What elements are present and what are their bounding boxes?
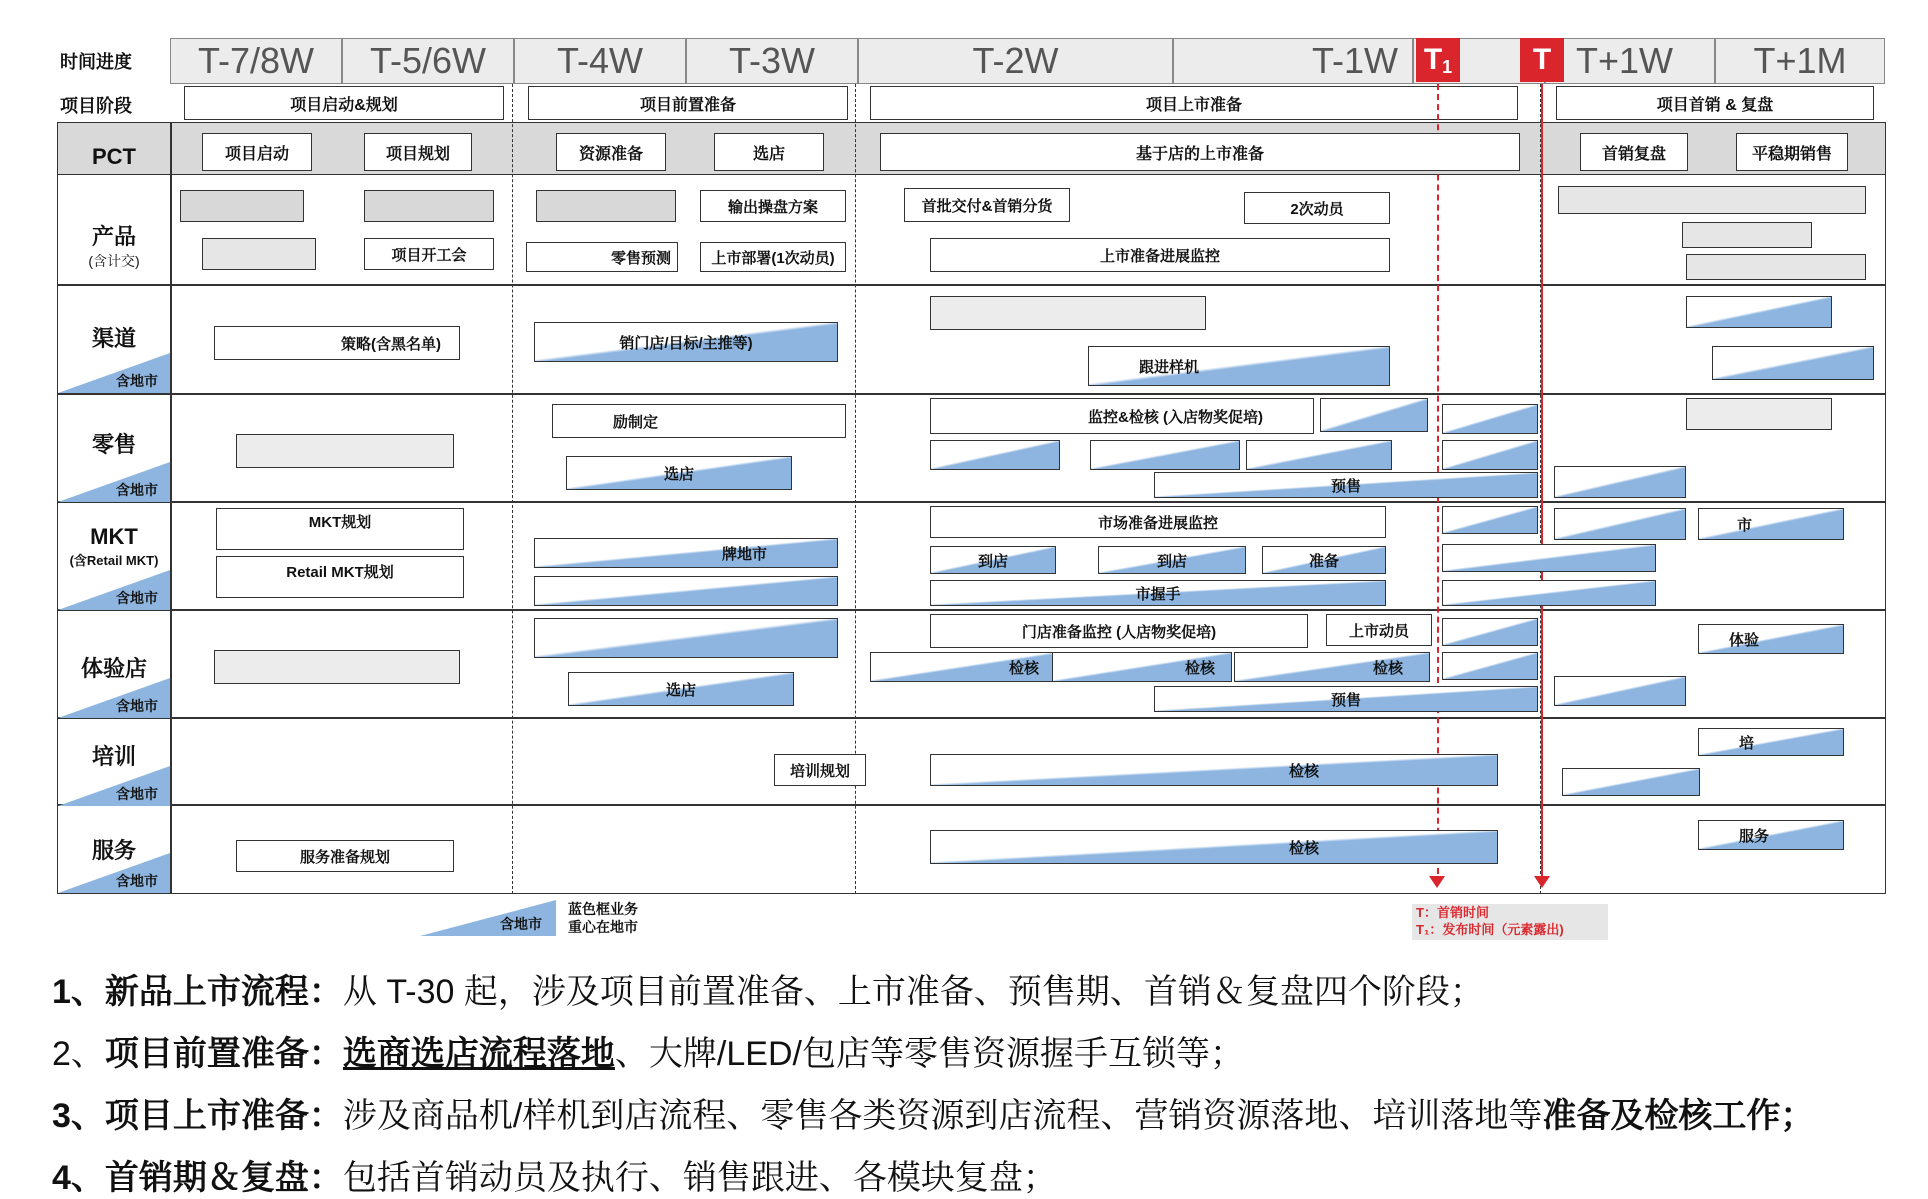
training-task-blurred-1	[1562, 768, 1700, 796]
training-task-check: 检核	[930, 754, 1498, 786]
legend-blue-box-note: 蓝色框业务 重心在地市	[568, 901, 638, 935]
time-col-t1w: T-1W	[1173, 38, 1413, 84]
retail-task-blurred-5	[1090, 440, 1240, 470]
retail-local-tag: 含地市	[58, 462, 170, 502]
legend-local-tag: 含地市	[420, 900, 556, 936]
retail-task-blurred-9	[1686, 398, 1832, 430]
training-task-train: 培	[1698, 728, 1844, 756]
phase-first-sale: 项目首销 & 复盘	[1556, 86, 1874, 120]
retail-task-monitor: 监控&检核 (入店物奖促培)	[930, 398, 1314, 434]
training-local-tag: 含地市	[58, 766, 170, 806]
channel-task-blurred-1	[930, 296, 1206, 330]
store-task-presale: 预售	[1154, 686, 1538, 712]
product-task-blurred-5	[1682, 222, 1812, 248]
note-3: 3、项目上市准备：涉及商品机/样机到店流程、零售各类资源到店流程、营销资源落地、培训落地等准备及检核工作；	[52, 1097, 1815, 1135]
store-task-experience: 体验	[1698, 624, 1844, 654]
row-store-label: 体验店	[80, 656, 147, 681]
mkt-task-to-store-1: 到店	[930, 546, 1056, 574]
pct-task-steady-sales: 平稳期销售	[1736, 133, 1848, 171]
mkt-task-brand-local: 牌地市	[534, 538, 838, 568]
store-task-blurred-5	[1554, 676, 1686, 706]
channel-task-follow-samples: 跟进样机	[1088, 346, 1390, 386]
row-training-label: 培训	[91, 744, 136, 769]
product-task-blurred-3	[202, 238, 316, 270]
retail-task-incentive: 励制定	[552, 404, 846, 438]
store-task-check-2: 检核	[1052, 652, 1232, 682]
store-task-blurred-1	[214, 650, 460, 684]
time-col-t4w: T-4W	[514, 38, 686, 84]
store-task-blurred-3	[1442, 618, 1538, 646]
time-col-t3w: T-3W	[686, 38, 858, 84]
store-task-check-3: 检核	[1234, 652, 1430, 682]
training-task-plan: 培训规划	[774, 754, 866, 786]
service-task-plan: 服务准备规划	[236, 840, 454, 872]
t-marker: T	[1520, 38, 1564, 82]
mkt-task-blurred-2	[1442, 506, 1538, 534]
service-local-tag: 含地市	[58, 853, 170, 893]
phase-pre-prep: 项目前置准备	[528, 86, 848, 120]
product-task-blurred-1	[180, 190, 304, 222]
product-task-retail-forecast: 零售预测	[526, 242, 678, 272]
store-task-check-1: 检核	[870, 652, 1056, 682]
channel-task-store-targets: 销门店/目标/主推等)	[534, 322, 838, 362]
phase-kickoff: 项目启动&规划	[184, 86, 504, 120]
time-col-t78w: T-7/8W	[170, 38, 342, 84]
service-task-check: 检核	[930, 830, 1498, 864]
mkt-task-prep: 准备	[1262, 546, 1386, 574]
time-col-tp1w: T+1W	[1545, 38, 1715, 84]
time-col-t2w: T-2W	[858, 38, 1173, 84]
service-task-service: 服务	[1698, 820, 1844, 850]
retail-task-presale: 预售	[1154, 472, 1538, 498]
channel-local-tag: 含地市	[58, 353, 170, 393]
store-local-tag: 含地市	[58, 678, 170, 718]
retail-task-store-selection: 选店	[566, 456, 792, 490]
channel-task-blurred-2	[1686, 296, 1832, 328]
pct-task-store-selection: 选店	[714, 133, 824, 171]
row-retail-label: 零售	[91, 432, 136, 457]
pct-task-first-sale-review: 首销复盘	[1580, 133, 1688, 171]
store-task-blurred-2	[534, 618, 838, 658]
mkt-task-market-handshake: 市握手	[930, 580, 1386, 606]
product-task-blurred-pos	[1558, 186, 1866, 214]
phase-launch-prep: 项目上市准备	[870, 86, 1518, 120]
mkt-task-market-monitor: 市场准备进展监控	[930, 506, 1386, 538]
product-task-kickoff-meeting: 项目开工会	[364, 238, 494, 270]
t-line	[1541, 84, 1543, 884]
mkt-task-market: 市	[1698, 508, 1844, 540]
row-service-label: 服务	[91, 838, 136, 863]
t1-marker: T 1	[1416, 38, 1460, 82]
note-1: 1、新品上市流程：从 T-30 起，涉及项目前置准备、上市准备、预售期、首销＆复盘四个阶段；	[52, 973, 1484, 1011]
mkt-local-tag: 含地市	[58, 570, 170, 610]
retail-task-blurred-8	[1554, 466, 1686, 498]
mkt-task-blurred-5	[1554, 508, 1686, 540]
product-task-launch-deploy: 上市部署(1次动员)	[700, 242, 846, 272]
pct-label: PCT	[92, 144, 136, 169]
channel-task-strategy: 策略(含黑名单)	[214, 326, 460, 360]
store-task-store-prep-monitor: 门店准备监控 (人店物奖促培)	[930, 614, 1308, 648]
mkt-task-blurred-4	[1442, 580, 1656, 606]
note-4: 4、首销期＆复盘：包括首销动员及执行、销售跟进、各模块复盘；	[52, 1159, 1057, 1197]
retail-task-blurred-3	[1442, 404, 1538, 434]
legend-t-note: T：首销时间 T₁：发布时间（元素露出)	[1412, 904, 1608, 940]
product-task-second-mobilization: 2次动员	[1244, 192, 1390, 224]
row-mkt-label: MKT (含Retail MKT)	[69, 524, 159, 568]
product-task-operation-plan: 输出操盘方案	[700, 190, 846, 222]
retail-task-blurred-1	[236, 434, 454, 468]
row-channel-label: 渠道	[91, 326, 136, 351]
channel-task-blurred-3	[1712, 346, 1874, 380]
product-task-blurred-2	[364, 190, 494, 222]
retail-task-blurred-2	[1320, 398, 1428, 432]
mkt-task-blurred-1	[534, 576, 838, 606]
pct-task-planning: 项目规划	[364, 133, 472, 171]
time-col-tp1m: T+1M	[1715, 38, 1885, 84]
mkt-task-to-store-2: 到店	[1098, 546, 1246, 574]
pct-task-resource-prep: 资源准备	[556, 133, 666, 171]
note-2: 2、项目前置准备：选商选店流程落地、大牌/LED/包店等零售资源握手互锁等；	[52, 1035, 1244, 1073]
row-product-label: 产品 (含计交)	[88, 224, 140, 269]
retail-task-blurred-6	[1246, 440, 1392, 470]
mkt-task-blurred-3	[1442, 544, 1656, 572]
retail-task-blurred-7	[1442, 440, 1538, 470]
retail-task-blurred-4	[930, 440, 1060, 470]
store-task-launch-mobilization: 上市动员	[1326, 614, 1432, 646]
store-task-blurred-4	[1442, 652, 1538, 680]
store-task-store-selection: 选店	[568, 672, 794, 706]
mkt-task-mkt-plan: MKT规划	[216, 508, 464, 550]
mkt-task-retail-mkt-plan: Retail MKT规划	[216, 556, 464, 598]
product-task-blurred-4	[536, 190, 676, 222]
time-label: 时间进度	[60, 52, 132, 72]
pct-task-kickoff: 项目启动	[202, 133, 312, 171]
time-col-t56w: T-5/6W	[342, 38, 514, 84]
phase-label: 项目阶段	[60, 96, 132, 116]
pct-task-store-launch-prep: 基于店的上市准备	[880, 133, 1520, 171]
product-task-blurred-6	[1686, 254, 1866, 280]
product-task-launch-monitor: 上市准备进展监控	[930, 238, 1390, 272]
product-task-first-delivery: 首批交付&首销分货	[904, 188, 1070, 222]
